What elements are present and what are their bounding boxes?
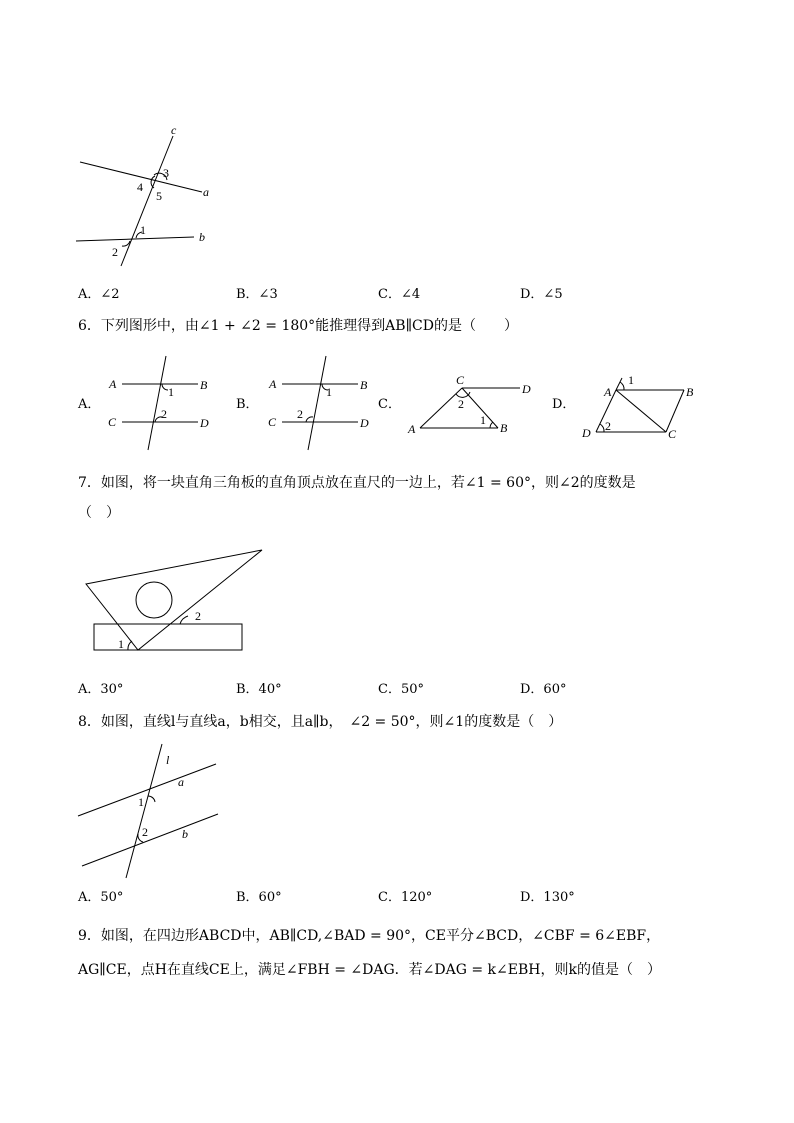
label-A: A	[604, 385, 612, 399]
angle-arc-2	[180, 616, 188, 624]
label-a: a	[203, 185, 209, 199]
label-B: B	[686, 385, 694, 399]
line-a	[78, 764, 216, 816]
q7-option-b[interactable]: B．40°	[236, 682, 282, 697]
label-A: A	[269, 377, 277, 391]
angle-arc-1	[148, 796, 155, 802]
label-1: 1	[168, 385, 174, 399]
q6-figure-b	[264, 352, 384, 452]
label-a: a	[178, 775, 184, 789]
label-D: D	[360, 416, 369, 430]
angle-arc-2	[600, 424, 604, 432]
q5-option-b[interactable]: B．∠3	[236, 287, 278, 302]
label-angle-1: 1	[140, 223, 146, 237]
segment-bc	[666, 390, 684, 432]
q6-option-b[interactable]: B．	[236, 397, 259, 412]
label-2: 2	[297, 407, 303, 421]
angle-arc-1	[620, 382, 624, 390]
label-2: 2	[458, 397, 464, 411]
label-c: c	[171, 123, 177, 137]
segment-ac	[420, 388, 462, 428]
label-angle-3: 3	[163, 166, 169, 180]
q7-option-d[interactable]: D．60°	[520, 682, 567, 697]
extension-a	[616, 378, 622, 390]
angle-arc-1	[490, 422, 493, 428]
q5-option-a[interactable]: A．∠2	[78, 287, 120, 302]
q9-stem-line1: 9．如图，在四边形ABCD中，AB∥CD,∠BAD = 90°，CE平分∠BCD，∠CBF = 6∠EBF，	[78, 928, 661, 944]
label-1: 1	[480, 413, 486, 427]
q7-figure	[86, 544, 266, 656]
label-A: A	[408, 422, 416, 436]
label-angle-5: 5	[156, 189, 162, 203]
label-1: 1	[118, 637, 124, 651]
q8-stem: 8．如图，直线l与直线a，b相交，且a∥b， ∠2 = 50°，则∠1的度数是（ ）	[78, 714, 563, 730]
label-b: b	[182, 827, 188, 841]
q5-option-c[interactable]: C．∠4	[378, 287, 421, 302]
segment-ac	[616, 390, 666, 432]
q6-option-c[interactable]: C．	[378, 397, 401, 412]
line-l	[126, 744, 162, 878]
ruler	[94, 624, 242, 650]
label-2: 2	[161, 407, 167, 421]
q8-option-a[interactable]: A．50°	[78, 890, 124, 905]
label-2: 2	[605, 419, 611, 433]
label-C: C	[268, 415, 277, 429]
q6-option-d[interactable]: D．	[552, 397, 576, 412]
label-C: C	[456, 373, 465, 387]
label-l: l	[166, 753, 170, 767]
line-c	[121, 136, 173, 266]
label-D: D	[522, 382, 531, 396]
q9-stem-line2: AG∥CE，点H在直线CE上，满足∠FBH = ∠DAG．若∠DAG = k∠EBH，则k的值是（ ）	[78, 962, 661, 978]
q7-stem-line2: （ ）	[78, 505, 120, 521]
q5-figure	[70, 120, 230, 270]
q6-stem: 6．下列图形中，由∠1 + ∠2 = 180°能推理得到AB∥CD的是（ ）	[78, 318, 518, 334]
label-angle-2: 2	[112, 245, 118, 259]
q6-figure-a	[104, 352, 224, 452]
angle-arc-2	[306, 417, 313, 422]
label-D: D	[582, 426, 591, 440]
label-A: A	[109, 377, 117, 391]
q8-option-d[interactable]: D．130°	[520, 890, 575, 905]
label-2: 2	[195, 609, 201, 623]
q8-option-b[interactable]: B．60°	[236, 890, 282, 905]
label-1: 1	[326, 385, 332, 399]
q7-stem-line1: 7．如图，将一块直角三角板的直角顶点放在直尺的一边上，若∠1 = 60°，则∠2的度数是	[78, 475, 636, 491]
label-D: D	[200, 416, 209, 430]
label-b: b	[199, 230, 205, 244]
label-C: C	[108, 415, 117, 429]
q8-option-c[interactable]: C．120°	[378, 890, 433, 905]
q8-figure	[76, 742, 226, 880]
transversal	[148, 356, 166, 450]
set-square-hole	[136, 582, 172, 618]
q7-option-a[interactable]: A．30°	[78, 682, 124, 697]
label-B: B	[500, 421, 508, 435]
label-2: 2	[142, 825, 148, 839]
q6-figure-c	[404, 370, 544, 440]
q6-figure-d	[578, 370, 708, 442]
q5-option-d[interactable]: D．∠5	[520, 287, 563, 302]
q7-option-c[interactable]: C．50°	[378, 682, 424, 697]
q6-option-a[interactable]: A．	[78, 397, 101, 412]
label-B: B	[200, 378, 208, 392]
transversal	[308, 356, 326, 450]
line-b	[76, 237, 194, 241]
label-angle-4: 4	[137, 180, 143, 194]
label-1: 1	[628, 373, 634, 387]
label-B: B	[360, 378, 368, 392]
line-b	[82, 814, 218, 866]
label-C: C	[668, 427, 677, 441]
label-1: 1	[138, 795, 144, 809]
